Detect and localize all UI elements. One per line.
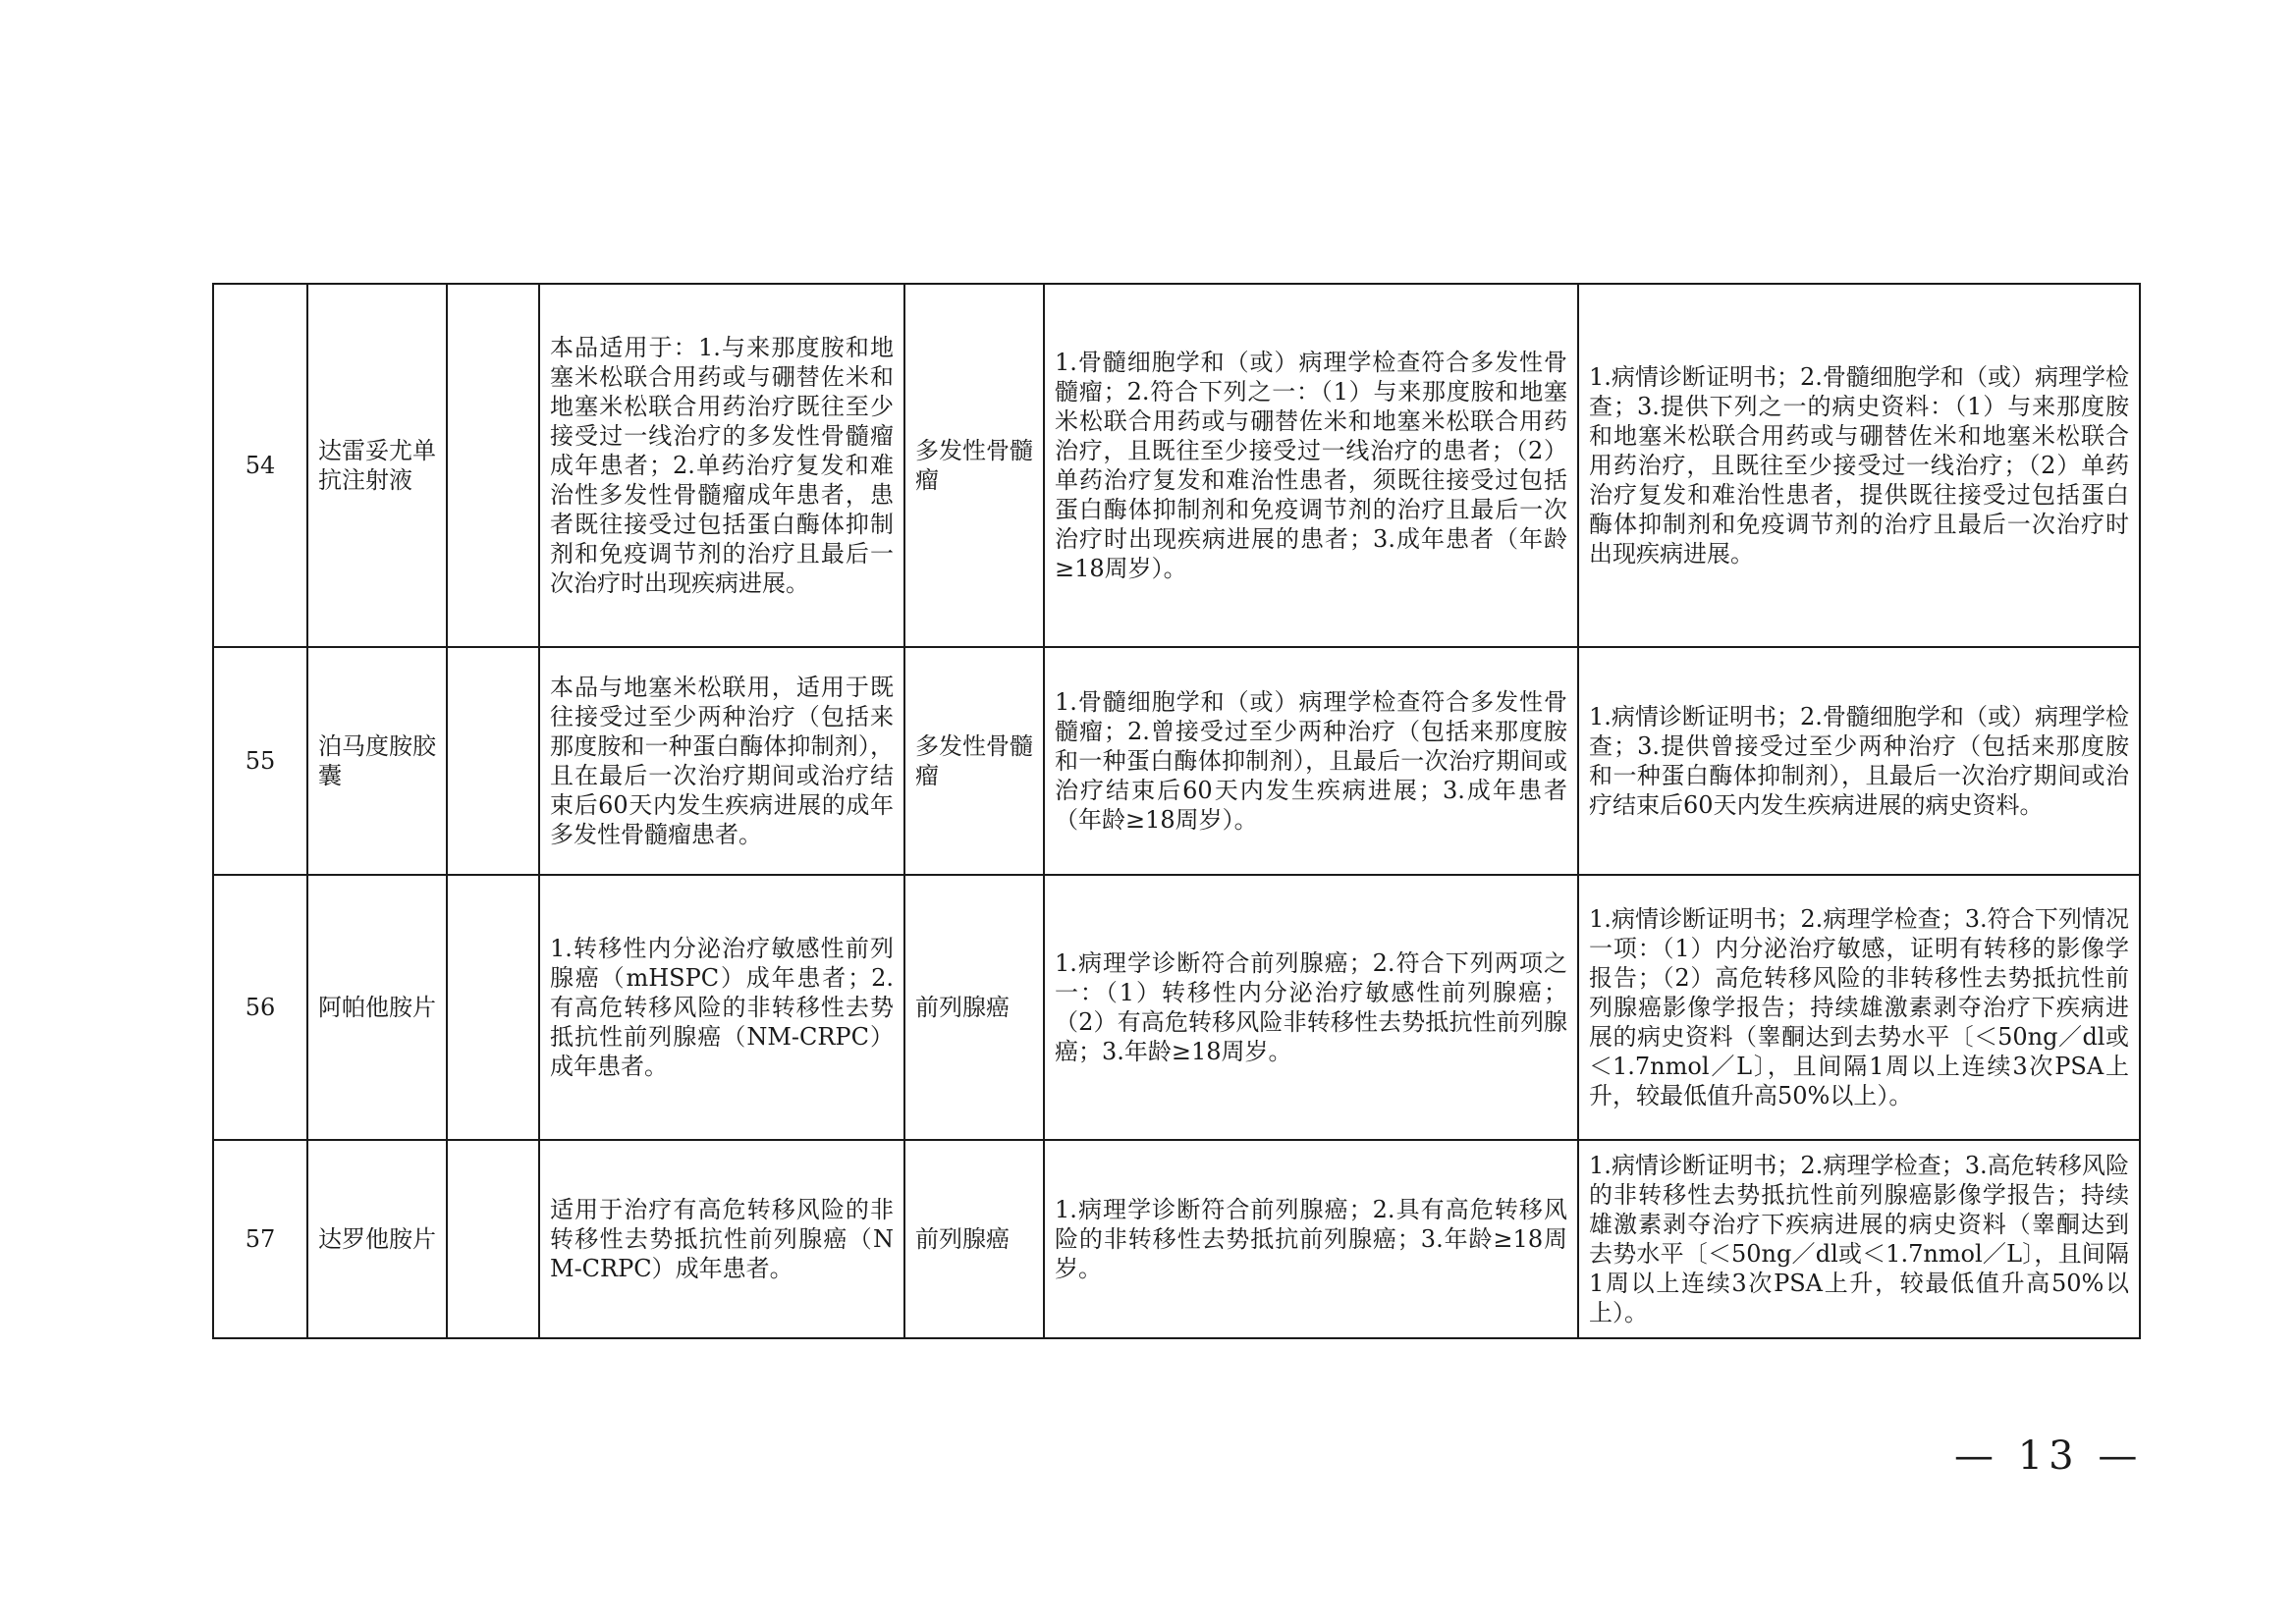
drug-name: 达罗他胺片 bbox=[307, 1140, 447, 1338]
blank-cell bbox=[447, 647, 539, 875]
blank-cell bbox=[447, 875, 539, 1140]
criteria-cell: 1.骨髓细胞学和（或）病理学检查符合多发性骨髓瘤；2.符合下列之一：（1）与来那度胺和地塞米松联合用药或与硼替佐米和地塞米松联合用药治疗，且既往至少接受过一线治疗的患者；（2）单药治疗复发和难治性患者，须既往接受过包括蛋白酶体抑制剂和免疫调节剂的治疗且最后一次治疗时出现疾病进展的患者；3.成年患者（年龄≥18周岁）。 bbox=[1044, 284, 1578, 647]
criteria-cell: 1.病理学诊断符合前列腺癌；2.符合下列两项之一：（1）转移性内分泌治疗敏感性前列腺癌；（2）有高危转移风险非转移性去势抵抗性前列腺癌；3.年龄≥18周岁。 bbox=[1044, 875, 1578, 1140]
materials-cell: 1.病情诊断证明书；2.骨髓细胞学和（或）病理学检查；3.提供曾接受过至少两种治疗（包括来那度胺和一种蛋白酶体抑制剂），且最后一次治疗期间或治疗结束后60天内发生疾病进展的病史资料。 bbox=[1578, 647, 2140, 875]
disease-cell: 多发性骨髓瘤 bbox=[904, 647, 1044, 875]
materials-cell: 1.病情诊断证明书；2.病理学检查；3.符合下列情况一项：（1）内分泌治疗敏感，证明有转移的影像学报告；（2）高危转移风险的非转移性去势抵抗性前列腺癌影像学报告；持续雄激素剥夺治疗下疾病进展的病史资料（睾酮达到去势水平〔＜50ng／dl或＜1.7nmol／L〕，且间隔1周以上连续3次PSA上升，较最低值升高50%以上）。 bbox=[1578, 875, 2140, 1140]
drug-name: 泊马度胺胶囊 bbox=[307, 647, 447, 875]
row-number: 56 bbox=[213, 875, 307, 1140]
indication-cell: 适用于治疗有高危转移风险的非转移性去势抵抗性前列腺癌（NM-CRPC）成年患者。 bbox=[539, 1140, 904, 1338]
table-row bbox=[213, 1140, 2140, 1338]
disease-cell: 前列腺癌 bbox=[904, 875, 1044, 1140]
drug-criteria-table bbox=[212, 283, 2141, 1339]
indication-cell: 1.转移性内分泌治疗敏感性前列腺癌（mHSPC）成年患者；2.有高危转移风险的非转移性去势抵抗性前列腺癌（NM-CRPC）成年患者。 bbox=[539, 875, 904, 1140]
row-number: 57 bbox=[213, 1140, 307, 1338]
criteria-cell: 1.骨髓细胞学和（或）病理学检查符合多发性骨髓瘤；2.曾接受过至少两种治疗（包括来那度胺和一种蛋白酶体抑制剂），且最后一次治疗期间或治疗结束后60天内发生疾病进展；3.成年患者（年龄≥18周岁）。 bbox=[1044, 647, 1578, 875]
page-number: — 13 — bbox=[1954, 1434, 2144, 1479]
row-number: 55 bbox=[213, 647, 307, 875]
indication-cell: 本品与地塞米松联用，适用于既往接受过至少两种治疗（包括来那度胺和一种蛋白酶体抑制剂），且在最后一次治疗期间或治疗结束后60天内发生疾病进展的成年多发性骨髓瘤患者。 bbox=[539, 647, 904, 875]
table-row bbox=[213, 647, 2140, 875]
disease-cell: 多发性骨髓瘤 bbox=[904, 284, 1044, 647]
disease-cell: 前列腺癌 bbox=[904, 1140, 1044, 1338]
table-row bbox=[213, 875, 2140, 1140]
blank-cell bbox=[447, 284, 539, 647]
materials-cell: 1.病情诊断证明书；2.骨髓细胞学和（或）病理学检查；3.提供下列之一的病史资料：（1）与来那度胺和地塞米松联合用药或与硼替佐米和地塞米松联合用药治疗，且既往至少接受过一线治疗；（2）单药治疗复发和难治性患者，提供既往接受过包括蛋白酶体抑制剂和免疫调节剂的治疗且最后一次治疗时出现疾病进展。 bbox=[1578, 284, 2140, 647]
criteria-cell: 1.病理学诊断符合前列腺癌；2.具有高危转移风险的非转移性去势抵抗前列腺癌；3.年龄≥18周岁。 bbox=[1044, 1140, 1578, 1338]
indication-cell: 本品适用于：1.与来那度胺和地塞米松联合用药或与硼替佐米和地塞米松联合用药治疗既往至少接受过一线治疗的多发性骨髓瘤成年患者；2.单药治疗复发和难治性多发性骨髓瘤成年患者，患者既往接受过包括蛋白酶体抑制剂和免疫调节剂的治疗且最后一次治疗时出现疾病进展。 bbox=[539, 284, 904, 647]
drug-name: 达雷妥尤单抗注射液 bbox=[307, 284, 447, 647]
materials-cell: 1.病情诊断证明书；2.病理学检查；3.高危转移风险的非转移性去势抵抗性前列腺癌影像学报告；持续雄激素剥夺治疗下疾病进展的病史资料（睾酮达到去势水平〔＜50ng／dl或＜1.7nmol／L〕，且间隔1周以上连续3次PSA上升，较最低值升高50%以上）。 bbox=[1578, 1140, 2140, 1338]
row-number: 54 bbox=[213, 284, 307, 647]
blank-cell bbox=[447, 1140, 539, 1338]
drug-name: 阿帕他胺片 bbox=[307, 875, 447, 1140]
table-row bbox=[213, 284, 2140, 647]
